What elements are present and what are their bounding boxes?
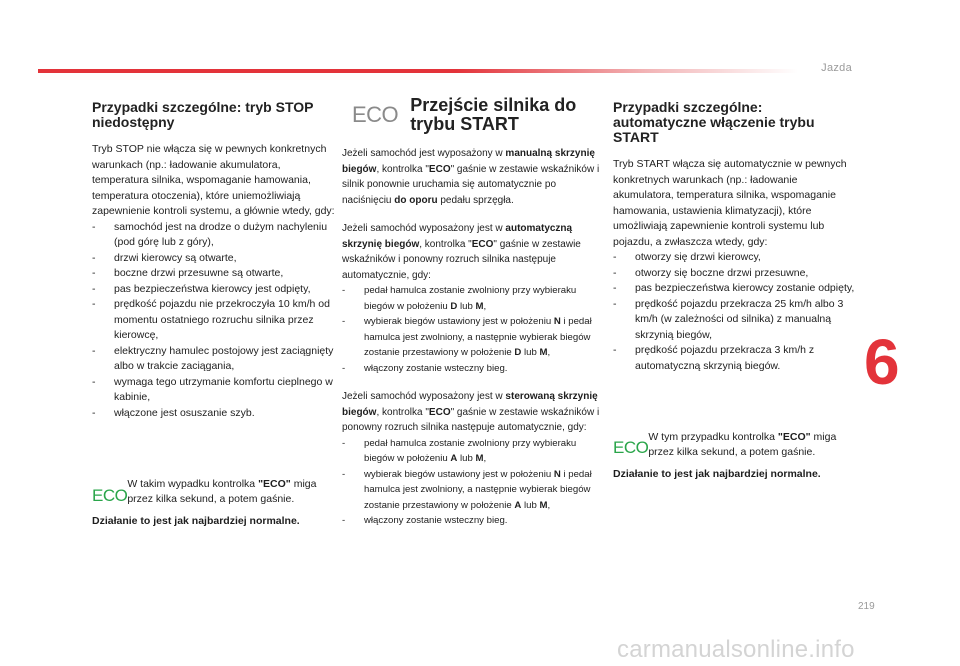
normal-operation-note: Działanie to jest jak najbardziej normalne. [92, 515, 300, 527]
list-item: - wybierak biegów ustawiony jest w położeniu N i pedał hamulca jest zwolniony, a następnie wybierak biegów zostanie przestawiony w położenie D lub M, [342, 314, 600, 361]
paragraph-piloted-gearbox: Jeżeli samochód wyposażony jest w sterowaną skrzynię biegów, kontrolka "ECO" gaśnie w zestawie wskaźników i ponowny rozruch silnika następuje automatycznie, gdy: - pedał hamulca zostanie zwolniony przy wybieraku biegów w położeniu A lub M, - wybierak biegów ustawiony jest w położeniu N i pedał hamulca jest zwolniony, a następnie wybierak biegów zostanie przestawiony w położenie A lub M, - włączony zostanie wsteczny bieg. [342, 389, 600, 529]
paragraph-intro: Tryb STOP nie włącza się w pewnych konkretnych warunkach (np.: ładowanie akumulatora, temperatura silnika, wspomaganie hamowania, temperatura otoczenia), które uniemożliwiają zapewnienie kontroli systemu, a głównie wtedy, gdy: [92, 143, 335, 217]
list-item: - boczne drzwi przesuwne są otwarte, [92, 266, 336, 282]
list-item: - elektryczny hamulec postojowy jest zaciągnięty albo w trakcie zaciągania, [92, 344, 336, 375]
paragraph-intro: Tryb START włącza się automatycznie w pewnych konkretnych warunkach (np.: ładowanie akumulatora, temperatura silnika, wspomaganie hamowania, ustawienia klimatyzacji), które umożliwiają zapewnienie kontroli systemu lub pojazdu, a zwłaszcza wtedy, gdy: [613, 158, 847, 248]
heading-auto-start: Przypadki szczególne: automatyczne włączenie trybu START [613, 99, 815, 145]
list-item: - wymaga tego utrzymanie komfortu cieplnego w kabinie, [92, 375, 336, 406]
watermark: carmanualsonline.info [617, 636, 855, 663]
list-item: - wybierak biegów ustawiony jest w położeniu N i pedał hamulca jest zwolniony, a następnie wybierak biegów zostanie przestawiony w położenie A lub M, [342, 467, 600, 514]
condition-list [613, 250, 858, 374]
column-stop-unavailable [92, 100, 336, 530]
list-item: - włączony zostanie wsteczny bieg. [342, 513, 600, 529]
eco-icon: ECO [92, 486, 128, 505]
eco-icon: ECO [352, 102, 399, 127]
list-item: - drzwi kierowcy są otwarte, [92, 251, 336, 267]
section-title: Jazda [821, 62, 852, 74]
title-row [352, 96, 600, 134]
list-item: - pedał hamulca zostanie zwolniony przy wybieraku biegów w położeniu A lub M, [342, 436, 600, 467]
eco-note-text: W tym przypadku kontrolka "ECO" miga przez kilka sekund, a potem gaśnie. [648, 431, 837, 458]
condition-list [92, 220, 336, 422]
column-auto-start [613, 100, 858, 483]
list-item: - pas bezpieczeństwa kierowcy jest odpięty, [92, 282, 336, 298]
list-item: - pedał hamulca zostanie zwolniony przy wybieraku biegów w położeniu D lub M, [342, 283, 600, 314]
list-item: - otworzy się drzwi kierowcy, [613, 250, 858, 266]
list-item: - prędkość pojazdu przekracza 25 km/h albo 3 km/h (w zależności od silnika) z manualną skrzynią biegów, [613, 297, 858, 344]
eco-note [92, 477, 336, 507]
list-item: - samochód jest na drodze o dużym nachyleniu (pod górę lub z góry), [92, 220, 336, 251]
page-number: 219 [858, 601, 875, 612]
paragraph-manual-gearbox: Jeżeli samochód jest wyposażony w manualną skrzynię biegów, kontrolka "ECO" gaśnie w zestawie wskaźników i silnik ponownie uruchamia się automatycznie po naciśnięciu do oporu pedału sprzęgła. [342, 148, 600, 206]
heading-start-mode: Przejście silnika do trybu START [410, 95, 577, 134]
chapter-number: 6 [864, 326, 900, 398]
heading-stop-unavailable: Przypadki szczególne: tryb STOP niedostępny [92, 99, 314, 130]
list-item: - pas bezpieczeństwa kierowcy zostanie odpięty, [613, 281, 858, 297]
eco-note-text: W takim wypadku kontrolka "ECO" miga przez kilka sekund, a potem gaśnie. [127, 478, 317, 505]
list-item: - prędkość pojazdu przekracza 3 km/h z automatyczną skrzynią biegów. [613, 343, 858, 374]
column-start-mode [342, 96, 600, 529]
list-item: - włączone jest osuszanie szyb. [92, 406, 336, 422]
header-accent-bar [38, 69, 798, 73]
list-item: - otworzy się boczne drzwi przesuwne, [613, 266, 858, 282]
eco-note [613, 430, 858, 460]
list-item: - prędkość pojazdu nie przekroczyła 10 km/h od momentu ostatniego rozruchu silnika przez kierowcę, [92, 297, 336, 344]
normal-operation-note: Działanie to jest jak najbardziej normalne. [613, 468, 821, 480]
list-item: - włączony zostanie wsteczny bieg. [342, 361, 600, 377]
paragraph-automatic-gearbox: Jeżeli samochód wyposażony jest w automatyczną skrzynię biegów, kontrolka "ECO" gaśnie w zestawie wskaźników i ponowny rozruch silnika następuje automatycznie, gdy: - pedał hamulca zostanie zwolniony przy wybieraku biegów w położeniu D lub M, - wybierak biegów ustawiony jest w położeniu N i pedał hamulca jest zwolniony, a następnie wybierak biegów zostanie przestawiony w położenie D lub M, - włączony zostanie wsteczny bieg. [342, 221, 600, 376]
eco-icon: ECO [613, 438, 649, 457]
